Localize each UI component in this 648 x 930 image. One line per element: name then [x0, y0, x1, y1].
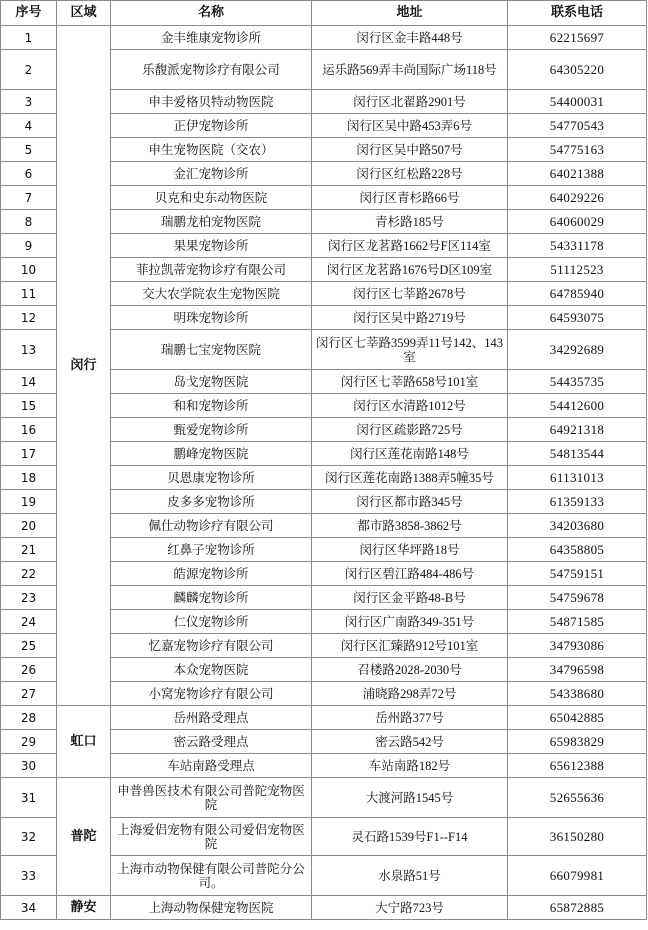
row-no: 17: [1, 442, 57, 466]
clinic-address: 密云路542号: [312, 730, 508, 754]
clinic-phone: 61131013: [508, 466, 647, 490]
clinic-name: 岳州路受理点: [111, 706, 312, 730]
row-no: 22: [1, 562, 57, 586]
clinic-phone: 54813544: [508, 442, 647, 466]
clinic-address: 闵行区青杉路66号: [312, 186, 508, 210]
clinic-address: 水泉路51号: [312, 856, 508, 896]
clinic-phone: 54331178: [508, 234, 647, 258]
clinic-name: 申普兽医技术有限公司普陀宠物医院: [111, 778, 312, 818]
clinic-phone: 54759151: [508, 562, 647, 586]
clinic-name: 皮多多宠物诊所: [111, 490, 312, 514]
clinic-name: 岛戈宠物医院: [111, 370, 312, 394]
clinic-phone: 34292689: [508, 330, 647, 370]
row-no: 5: [1, 138, 57, 162]
table-row: [1, 26, 647, 50]
clinic-name: 金丰维康宠物诊所: [111, 26, 312, 50]
row-no: 11: [1, 282, 57, 306]
clinic-phone: 54400031: [508, 90, 647, 114]
row-no: 29: [1, 730, 57, 754]
clinic-name: 佩仕动物诊疗有限公司: [111, 514, 312, 538]
district-cell: 普陀: [57, 778, 111, 896]
clinic-phone: 65872885: [508, 896, 647, 920]
clinic-name: 和和宠物诊所: [111, 394, 312, 418]
clinic-phone: 62215697: [508, 26, 647, 50]
clinic-address: 闵行区龙茗路1676号D区109室: [312, 258, 508, 282]
clinic-phone: 54412600: [508, 394, 647, 418]
row-no: 10: [1, 258, 57, 282]
row-no: 7: [1, 186, 57, 210]
header-name: 名称: [111, 1, 312, 26]
clinic-address: 闵行区七莘路2678号: [312, 282, 508, 306]
row-no: 13: [1, 330, 57, 370]
clinic-name: 瑞鹏龙柏宠物医院: [111, 210, 312, 234]
clinic-name: 申丰爱格贝特动物医院: [111, 90, 312, 114]
clinic-name: 红鼻子宠物诊所: [111, 538, 312, 562]
clinic-address: 大宁路723号: [312, 896, 508, 920]
table-row: [1, 778, 647, 818]
clinic-name: 本众宠物医院: [111, 658, 312, 682]
row-no: 30: [1, 754, 57, 778]
clinic-address: 闵行区七莘路3599弄11号142、143室: [312, 330, 508, 370]
clinic-phone: 64593075: [508, 306, 647, 330]
clinic-phone: 34793086: [508, 634, 647, 658]
clinic-phone: 65042885: [508, 706, 647, 730]
clinic-address: 召楼路2028-2030号: [312, 658, 508, 682]
clinic-phone: 54435735: [508, 370, 647, 394]
clinic-address: 运乐路569弄丰尚国际广场118号: [312, 50, 508, 90]
row-no: 31: [1, 778, 57, 818]
row-no: 18: [1, 466, 57, 490]
clinic-name: 上海市动物保健有限公司普陀分公司。: [111, 856, 312, 896]
clinic-phone: 64029226: [508, 186, 647, 210]
clinic-name: 申生宠物医院（交农）: [111, 138, 312, 162]
clinic-name: 皓源宠物诊所: [111, 562, 312, 586]
clinic-address: 闵行区七莘路658号101室: [312, 370, 508, 394]
clinic-address: 闵行区疏影路725号: [312, 418, 508, 442]
clinic-phone: 65612388: [508, 754, 647, 778]
clinic-address: 闵行区龙茗路1662号F区114室: [312, 234, 508, 258]
clinic-phone: 36150280: [508, 818, 647, 856]
clinic-name: 鹏峰宠物医院: [111, 442, 312, 466]
clinic-name: 明珠宠物诊所: [111, 306, 312, 330]
clinic-name: 贝克和史东动物医院: [111, 186, 312, 210]
row-no: 28: [1, 706, 57, 730]
table-row: [1, 896, 647, 920]
row-no: 34: [1, 896, 57, 920]
clinic-address: 岳州路377号: [312, 706, 508, 730]
row-no: 4: [1, 114, 57, 138]
clinic-name: 麟麟宠物诊所: [111, 586, 312, 610]
row-no: 23: [1, 586, 57, 610]
clinic-address: 闵行区广南路349-351号: [312, 610, 508, 634]
row-no: 8: [1, 210, 57, 234]
clinic-address: 闵行区红松路228号: [312, 162, 508, 186]
clinic-phone: 54871585: [508, 610, 647, 634]
row-no: 2: [1, 50, 57, 90]
clinic-name: 果果宠物诊所: [111, 234, 312, 258]
district-cell: 虹口: [57, 706, 111, 778]
row-no: 6: [1, 162, 57, 186]
clinic-name: 仁仪宠物诊所: [111, 610, 312, 634]
clinic-address: 闵行区水清路1012号: [312, 394, 508, 418]
row-no: 26: [1, 658, 57, 682]
clinic-phone: 54775163: [508, 138, 647, 162]
clinic-phone: 64921318: [508, 418, 647, 442]
clinic-name: 贝恩康宠物诊所: [111, 466, 312, 490]
clinic-phone: 54770543: [508, 114, 647, 138]
clinic-address: 闵行区莲花南路148号: [312, 442, 508, 466]
clinic-name: 瑞鹏七宝宠物医院: [111, 330, 312, 370]
clinic-phone: 64358805: [508, 538, 647, 562]
clinic-name: 正伊宠物诊所: [111, 114, 312, 138]
clinic-phone: 65983829: [508, 730, 647, 754]
row-no: 15: [1, 394, 57, 418]
clinic-phone: 51112523: [508, 258, 647, 282]
clinic-name: 甄爱宠物诊所: [111, 418, 312, 442]
clinic-name: 金汇宠物诊所: [111, 162, 312, 186]
row-no: 14: [1, 370, 57, 394]
clinic-name: 忆嘉宠物诊疗有限公司: [111, 634, 312, 658]
clinic-address: 闵行区北翟路2901号: [312, 90, 508, 114]
clinic-address: 闵行区吴中路507号: [312, 138, 508, 162]
clinic-phone: 64305220: [508, 50, 647, 90]
clinic-address: 闵行区吴中路2719号: [312, 306, 508, 330]
clinic-name: 菲拉凯蒂宠物诊疗有限公司: [111, 258, 312, 282]
clinic-phone: 34203680: [508, 514, 647, 538]
clinic-address: 灵石路1539号F1--F14: [312, 818, 508, 856]
clinic-phone: 54759678: [508, 586, 647, 610]
clinic-phone: 64021388: [508, 162, 647, 186]
row-no: 16: [1, 418, 57, 442]
clinic-name: 上海动物保健宠物医院: [111, 896, 312, 920]
row-no: 21: [1, 538, 57, 562]
clinic-phone: 66079981: [508, 856, 647, 896]
row-no: 25: [1, 634, 57, 658]
clinic-phone: 52655636: [508, 778, 647, 818]
clinic-address: 闵行区莲花南路1388弄5幢35号: [312, 466, 508, 490]
clinic-phone: 64785940: [508, 282, 647, 306]
district-cell: 闵行: [57, 26, 111, 706]
clinic-phone: 34796598: [508, 658, 647, 682]
district-cell: 静安: [57, 896, 111, 920]
row-no: 24: [1, 610, 57, 634]
clinic-address: 闵行区都市路345号: [312, 490, 508, 514]
clinic-address: 浦晓路298弄72号: [312, 682, 508, 706]
clinic-phone: 54338680: [508, 682, 647, 706]
row-no: 33: [1, 856, 57, 896]
clinic-address: 车站南路182号: [312, 754, 508, 778]
clinic-address: 闵行区碧江路484-486号: [312, 562, 508, 586]
clinic-address: 闵行区汇臻路912号101室: [312, 634, 508, 658]
header-phone: 联系电话: [508, 1, 647, 26]
row-no: 27: [1, 682, 57, 706]
clinic-phone: 61359133: [508, 490, 647, 514]
clinic-name: 密云路受理点: [111, 730, 312, 754]
clinic-name: 上海爱侣宠物有限公司爱侣宠物医院: [111, 818, 312, 856]
header-row: [1, 1, 647, 26]
row-no: 19: [1, 490, 57, 514]
clinic-address: 闵行区吴中路453弄6号: [312, 114, 508, 138]
clinic-address: 闵行区金丰路448号: [312, 26, 508, 50]
clinic-name: 乐馥派宠物诊疗有限公司: [111, 50, 312, 90]
header-address: 地址: [312, 1, 508, 26]
clinic-phone: 64060029: [508, 210, 647, 234]
header-no: 序号: [1, 1, 57, 26]
clinic-name: 交大农学院农生宠物医院: [111, 282, 312, 306]
clinic-name: 小窝宠物诊疗有限公司: [111, 682, 312, 706]
header-district: 区域: [57, 1, 111, 26]
row-no: 3: [1, 90, 57, 114]
row-no: 32: [1, 818, 57, 856]
row-no: 9: [1, 234, 57, 258]
table-row: [1, 706, 647, 730]
clinic-address: 大渡河路1545号: [312, 778, 508, 818]
row-no: 12: [1, 306, 57, 330]
clinic-address: 青杉路185号: [312, 210, 508, 234]
row-no: 20: [1, 514, 57, 538]
row-no: 1: [1, 26, 57, 50]
clinic-address: 闵行区金平路48-B号: [312, 586, 508, 610]
clinic-address: 闵行区华坪路18号: [312, 538, 508, 562]
clinic-name: 车站南路受理点: [111, 754, 312, 778]
clinic-address: 都市路3858-3862号: [312, 514, 508, 538]
